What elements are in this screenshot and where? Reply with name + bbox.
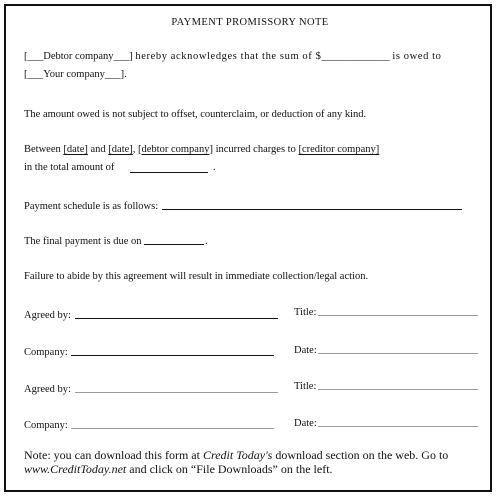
note-text-3: and click on “File Downloads” on the left. [126,462,333,476]
creditor-company-field[interactable]: [creditor company] [298,144,380,155]
date-label-1: Date: [294,345,317,356]
company-label-1: Company: [24,347,68,358]
agreed-by-label-1: Agreed by: [24,310,71,321]
total-amount-label: in the total amount of [24,162,115,173]
and-word: and [90,144,106,155]
schedule-label: Payment schedule is as follows: [24,201,159,212]
owed-to-text: is owed to [392,51,442,62]
acknowledgement-text: hereby acknowledges that the sum of $ [135,51,322,62]
creditor-company-placeholder: [___Your company___]. [24,69,127,80]
agreed-by-field-2[interactable] [75,392,278,393]
date-end-field[interactable]: [date] [108,144,133,155]
page-title: PAYMENT PROMISSORY NOTE [171,17,329,28]
final-payment-period: . [205,236,208,247]
between-line: Between [date] and [date], [debtor company] incurred charges to [creditor company] [24,144,380,155]
between-word: Between [24,144,61,155]
offset-sentence: The amount owed is not subject to offset, counterclaim, or deduction of any kind. [24,109,367,120]
company-field-1[interactable] [71,355,274,356]
agreed-by-field-1[interactable] [75,318,278,319]
failure-sentence: Failure to abide by this agreement will result in immediate collection/legal action. [24,271,369,282]
title-label-2: Title: [294,381,317,392]
total-period: . [213,162,216,173]
date-field-2[interactable] [318,426,478,427]
acknowledgement-line [24,50,442,63]
website-link[interactable]: www.CreditToday.net [24,462,127,476]
note-text-2: download section on the web. Go to [272,448,449,462]
date-start-field[interactable]: [date] [63,144,88,155]
amount-blank: _____________ [321,51,390,62]
schedule-field[interactable] [162,209,462,210]
total-amount-field[interactable] [130,172,208,173]
company-field-2[interactable] [71,428,274,429]
title-label-1: Title: [294,307,317,318]
incurred-text: incurred charges to [215,144,296,155]
agreed-by-label-2: Agreed by: [24,384,71,395]
final-payment-field[interactable] [144,244,204,245]
title-field-2[interactable] [318,389,478,390]
note-text-1: Note: you can download this form at [24,448,203,462]
title-field-1[interactable] [318,315,478,316]
publication-name: Credit Today's [202,448,273,462]
date-field-1[interactable] [318,353,478,354]
download-note [24,448,469,476]
debtor-company-placeholder: [___Debtor company___] [24,51,133,62]
final-payment-label: The final payment is due on [24,236,142,247]
debtor-company-field[interactable]: debtor company [141,144,210,155]
company-label-2: Company: [24,420,68,431]
date-label-2: Date: [294,418,317,429]
